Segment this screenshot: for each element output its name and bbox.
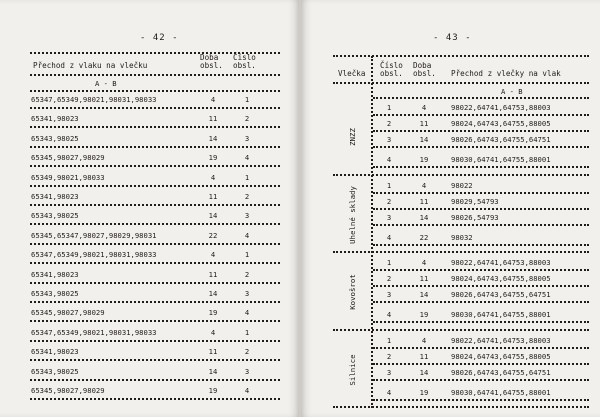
- row-route: 98026,64743,64755,64751: [451, 367, 551, 377]
- row-rule: [373, 130, 589, 132]
- row-rule: [30, 340, 280, 342]
- direction-rule: [30, 90, 280, 92]
- row-route: 98032: [451, 232, 473, 242]
- header-siding: Vlečka: [338, 69, 366, 78]
- row-number: 3: [244, 211, 250, 221]
- row-time: 4: [421, 180, 427, 190]
- row-number: 1: [386, 103, 392, 112]
- row-route: 65347,65349,98021,98031,98033: [31, 250, 157, 260]
- row-time: 14: [419, 367, 429, 377]
- row-route: 65341,98023: [31, 192, 79, 201]
- row-rule: [373, 224, 589, 226]
- group-rule: [333, 251, 589, 253]
- row-route: 98026,54793: [451, 212, 499, 222]
- row-rule: [373, 244, 589, 246]
- row-time: 14: [419, 212, 429, 222]
- row-route: 65347,65349,98021,98031,98033: [31, 95, 157, 104]
- row-route: 65341,98023: [31, 269, 79, 279]
- row-rule: [373, 192, 589, 194]
- header-route: Přechod z vlečky na vlak: [451, 69, 561, 78]
- row-rule: [30, 146, 280, 148]
- row-number: 3: [244, 366, 250, 376]
- direction-rule: [373, 97, 589, 99]
- siding-name: Silnice: [348, 353, 357, 386]
- row-time: 19: [208, 153, 218, 163]
- row-route: 98030,64741,64755,88001: [451, 387, 551, 397]
- left-page: [0, 0, 299, 417]
- direction-label: A - B: [501, 87, 523, 96]
- row-time: 4: [210, 250, 216, 260]
- row-route: 98026,64743,64755,64751: [451, 290, 551, 299]
- row-route: 65345,98027,98029: [31, 153, 105, 163]
- row-route: 65347,65349,98021,98031,98033: [31, 327, 157, 337]
- row-time: 19: [208, 386, 218, 395]
- header-time: Doba obsl.: [413, 61, 436, 78]
- row-rule: [30, 107, 280, 109]
- row-time: 4: [210, 172, 216, 182]
- row-time: 14: [419, 290, 429, 299]
- group-rule: [333, 406, 589, 408]
- row-rule: [30, 204, 280, 206]
- row-time: 11: [419, 119, 429, 128]
- header-time: Doba obsl.: [200, 53, 223, 70]
- row-number: 1: [386, 335, 392, 345]
- row-route: 65349,98021,98033: [31, 172, 105, 182]
- header-rule: [30, 74, 280, 76]
- row-route: 65345,98027,98029: [31, 386, 105, 395]
- row-route: 65341,98023: [31, 114, 79, 124]
- row-time: 4: [421, 335, 427, 345]
- group-rule: [333, 329, 589, 331]
- row-rule: [30, 185, 280, 187]
- page-number-43: - 43 -: [433, 33, 472, 43]
- row-number: 4: [386, 387, 392, 397]
- row-number: 4: [386, 232, 392, 242]
- row-rule: [373, 208, 589, 210]
- row-number: 1: [386, 258, 392, 267]
- row-time: 19: [208, 308, 218, 318]
- row-time: 19: [419, 387, 429, 397]
- row-number: 2: [386, 119, 392, 128]
- row-number: 4: [244, 153, 250, 163]
- row-rule: [373, 363, 589, 365]
- row-time: 14: [208, 366, 218, 376]
- row-number: 2: [386, 274, 392, 283]
- row-route: 98022,64741,64753,88003: [451, 335, 551, 345]
- row-route: 65345,98027,98029: [31, 308, 105, 318]
- row-route: 98024,64743,64755,88005: [451, 119, 551, 128]
- row-rule: [30, 379, 280, 381]
- row-time: 11: [208, 114, 218, 124]
- row-time: 22: [419, 232, 429, 242]
- row-route: 98022,64741,64753,88003: [451, 258, 551, 267]
- row-rule: [373, 114, 589, 116]
- row-rule: [373, 399, 589, 401]
- header-route: Přechod z vlaku na vlečku: [33, 61, 148, 70]
- row-number: 1: [244, 95, 250, 104]
- row-route: 65343,98025: [31, 133, 79, 143]
- direction-label: A - B: [95, 79, 117, 88]
- row-number: 4: [386, 310, 392, 319]
- row-number: 4: [244, 386, 250, 395]
- row-number: 4: [244, 308, 250, 318]
- row-number: 3: [386, 135, 392, 144]
- row-rule: [373, 301, 589, 303]
- row-number: 2: [244, 114, 250, 124]
- row-number: 2: [386, 351, 392, 361]
- row-route: 98030,64741,64755,88001: [451, 310, 551, 319]
- row-number: 2: [244, 192, 250, 201]
- row-number: 4: [386, 155, 392, 164]
- row-route: 98030,64741,64755,88001: [451, 155, 551, 164]
- row-time: 4: [210, 95, 216, 104]
- row-rule: [373, 347, 589, 349]
- page-number-42: - 42 -: [140, 33, 179, 43]
- row-rule: [30, 262, 280, 264]
- row-route: 98029,54793: [451, 196, 499, 206]
- row-rule: [30, 165, 280, 167]
- row-time: 14: [208, 211, 218, 221]
- header-number: Číslo obsl.: [380, 61, 403, 78]
- row-route: 98022,64741,64753,88003: [451, 103, 551, 112]
- row-number: 1: [244, 172, 250, 182]
- row-rule: [30, 126, 280, 128]
- row-number: 3: [386, 367, 392, 377]
- row-rule: [30, 398, 280, 400]
- siding-name: Kovošrot: [348, 274, 357, 310]
- row-number: 3: [386, 212, 392, 222]
- row-number: 3: [244, 133, 250, 143]
- siding-name: Uhelné sklady: [348, 185, 357, 244]
- row-rule: [373, 285, 589, 287]
- row-number: 1: [386, 180, 392, 190]
- row-number: 3: [244, 289, 250, 298]
- row-rule: [373, 379, 589, 381]
- row-number: 3: [386, 290, 392, 299]
- row-time: 11: [419, 196, 429, 206]
- right-page: [301, 0, 600, 417]
- row-rule: [373, 321, 589, 323]
- row-time: 14: [419, 135, 429, 144]
- siding-name: ZNZZ: [348, 128, 357, 146]
- row-route: 65345,65347,98027,98029,98031: [31, 230, 157, 240]
- row-rule: [30, 320, 280, 322]
- row-rule: [30, 243, 280, 245]
- row-time: 4: [210, 327, 216, 337]
- row-time: 14: [208, 289, 218, 298]
- row-route: 65343,98025: [31, 366, 79, 376]
- row-rule: [30, 301, 280, 303]
- row-time: 11: [208, 269, 218, 279]
- row-rule: [373, 146, 589, 148]
- row-rule: [30, 282, 280, 284]
- row-rule: [30, 223, 280, 225]
- row-number: 2: [386, 196, 392, 206]
- row-route: 65341,98023: [31, 347, 79, 357]
- row-rule: [30, 359, 280, 361]
- row-time: 4: [421, 103, 427, 112]
- row-number: 1: [244, 327, 250, 337]
- row-rule: [373, 166, 589, 168]
- row-time: 22: [208, 230, 218, 240]
- row-rule: [373, 269, 589, 271]
- row-route: 65343,98025: [31, 289, 79, 298]
- row-time: 4: [421, 258, 427, 267]
- row-route: 98022: [451, 180, 473, 190]
- row-route: 98026,64743,64755,64751: [451, 135, 551, 144]
- row-time: 11: [419, 274, 429, 283]
- row-route: 65343,98025: [31, 211, 79, 221]
- row-time: 14: [208, 133, 218, 143]
- row-time: 11: [208, 347, 218, 357]
- group-rule: [333, 174, 589, 176]
- row-number: 2: [244, 347, 250, 357]
- row-time: 11: [208, 192, 218, 201]
- header-number: Číslo obsl.: [233, 53, 256, 70]
- row-route: 98024,64743,64755,88005: [451, 274, 551, 283]
- row-route: 98024,64743,64755,88005: [451, 351, 551, 361]
- row-time: 11: [419, 351, 429, 361]
- row-number: 2: [244, 269, 250, 279]
- row-number: 4: [244, 230, 250, 240]
- row-number: 1: [244, 250, 250, 260]
- siding-column-divider: [371, 56, 373, 408]
- row-time: 19: [419, 310, 429, 319]
- row-time: 19: [419, 155, 429, 164]
